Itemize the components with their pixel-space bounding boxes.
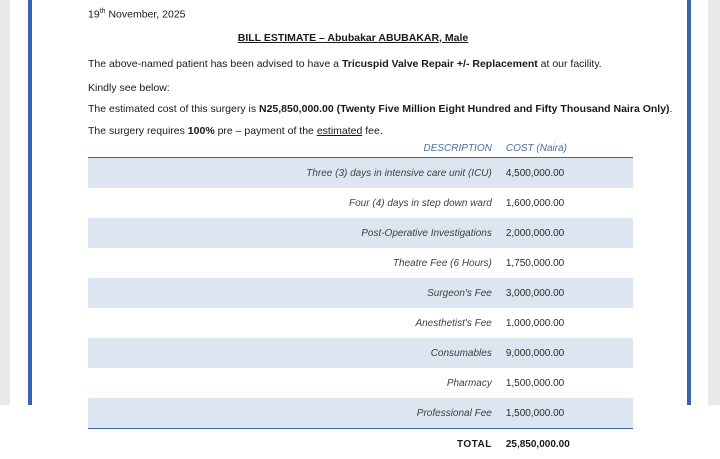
document-border-right bbox=[687, 0, 691, 405]
document-border-left bbox=[28, 0, 32, 405]
p3-text-c: . bbox=[670, 103, 673, 115]
table-total-row bbox=[88, 429, 633, 459]
cell-cost: 1,600,000.00 bbox=[498, 188, 633, 218]
cell-description: Four (4) days in step down ward bbox=[88, 188, 498, 218]
paragraph-advised bbox=[88, 57, 602, 71]
estimated-cost-amount: N25,850,000.00 (Twenty Five Million Eight Hundred and Fifty Thousand Naira Only) bbox=[259, 103, 670, 115]
paragraph-estimated-cost bbox=[88, 102, 672, 116]
p4-text-a: The surgery requires bbox=[88, 125, 188, 137]
table-row bbox=[88, 338, 633, 368]
cell-description: Post-Operative Investigations bbox=[88, 218, 498, 248]
cell-cost: 1,000,000.00 bbox=[498, 308, 633, 338]
date-day: 19 bbox=[88, 9, 100, 21]
prepayment-percent: 100% bbox=[188, 125, 215, 137]
document-content bbox=[88, 0, 648, 405]
cell-description: Three (3) days in intensive care unit (ICU) bbox=[88, 158, 498, 189]
paragraph-see-below: Kindly see below: bbox=[88, 81, 170, 95]
table-row bbox=[88, 398, 633, 429]
cell-cost: 1,500,000.00 bbox=[498, 368, 633, 398]
table-header-row bbox=[88, 142, 633, 158]
table-row bbox=[88, 218, 633, 248]
cell-cost: 1,500,000.00 bbox=[498, 398, 633, 429]
p1-text-a: The above-named patient has been advised to have a bbox=[88, 58, 342, 70]
cell-cost: 9,000,000.00 bbox=[498, 338, 633, 368]
cell-description: Theatre Fee (6 Hours) bbox=[88, 248, 498, 278]
bill-estimate-table bbox=[88, 142, 633, 459]
p3-text-a: The estimated cost of this surgery is bbox=[88, 103, 259, 115]
cell-cost: 3,000,000.00 bbox=[498, 278, 633, 308]
p1-text-c: at our facility. bbox=[538, 58, 602, 70]
p4-text-e: fee. bbox=[362, 125, 382, 137]
table-row bbox=[88, 188, 633, 218]
cell-cost: 4,500,000.00 bbox=[498, 158, 633, 189]
p4-text-c: pre – payment of the bbox=[215, 125, 317, 137]
cell-description: Surgeon's Fee bbox=[88, 278, 498, 308]
bill-table-wrapper bbox=[88, 142, 633, 459]
procedure-name: Tricuspid Valve Repair +/- Replacement bbox=[342, 58, 538, 70]
column-header-cost: COST (Naira) bbox=[498, 142, 633, 158]
estimated-word: estimated bbox=[317, 125, 363, 137]
table-row bbox=[88, 158, 633, 189]
page-edge-left bbox=[0, 0, 10, 405]
document-date bbox=[88, 8, 186, 21]
page-edge-right bbox=[708, 0, 720, 405]
cell-description: Anesthetist's Fee bbox=[88, 308, 498, 338]
cell-total-cost: 25,850,000.00 bbox=[498, 429, 633, 459]
cell-description: Pharmacy bbox=[88, 368, 498, 398]
column-header-description: DESCRIPTION bbox=[88, 142, 498, 158]
cell-description: Consumables bbox=[88, 338, 498, 368]
cell-cost: 1,750,000.00 bbox=[498, 248, 633, 278]
table-row bbox=[88, 278, 633, 308]
page-title: BILL ESTIMATE – Abubakar ABUBAKAR, Male bbox=[88, 32, 618, 44]
cell-total-label: TOTAL bbox=[88, 429, 498, 459]
cell-description: Professional Fee bbox=[88, 398, 498, 429]
paragraph-prepayment bbox=[88, 124, 383, 138]
table-body bbox=[88, 158, 633, 459]
date-month-year: November, 2025 bbox=[106, 9, 186, 21]
table-row bbox=[88, 368, 633, 398]
cell-cost: 2,000,000.00 bbox=[498, 218, 633, 248]
table-row bbox=[88, 308, 633, 338]
date-day-suffix: th bbox=[100, 8, 106, 15]
table-head bbox=[88, 142, 633, 158]
table-row bbox=[88, 248, 633, 278]
